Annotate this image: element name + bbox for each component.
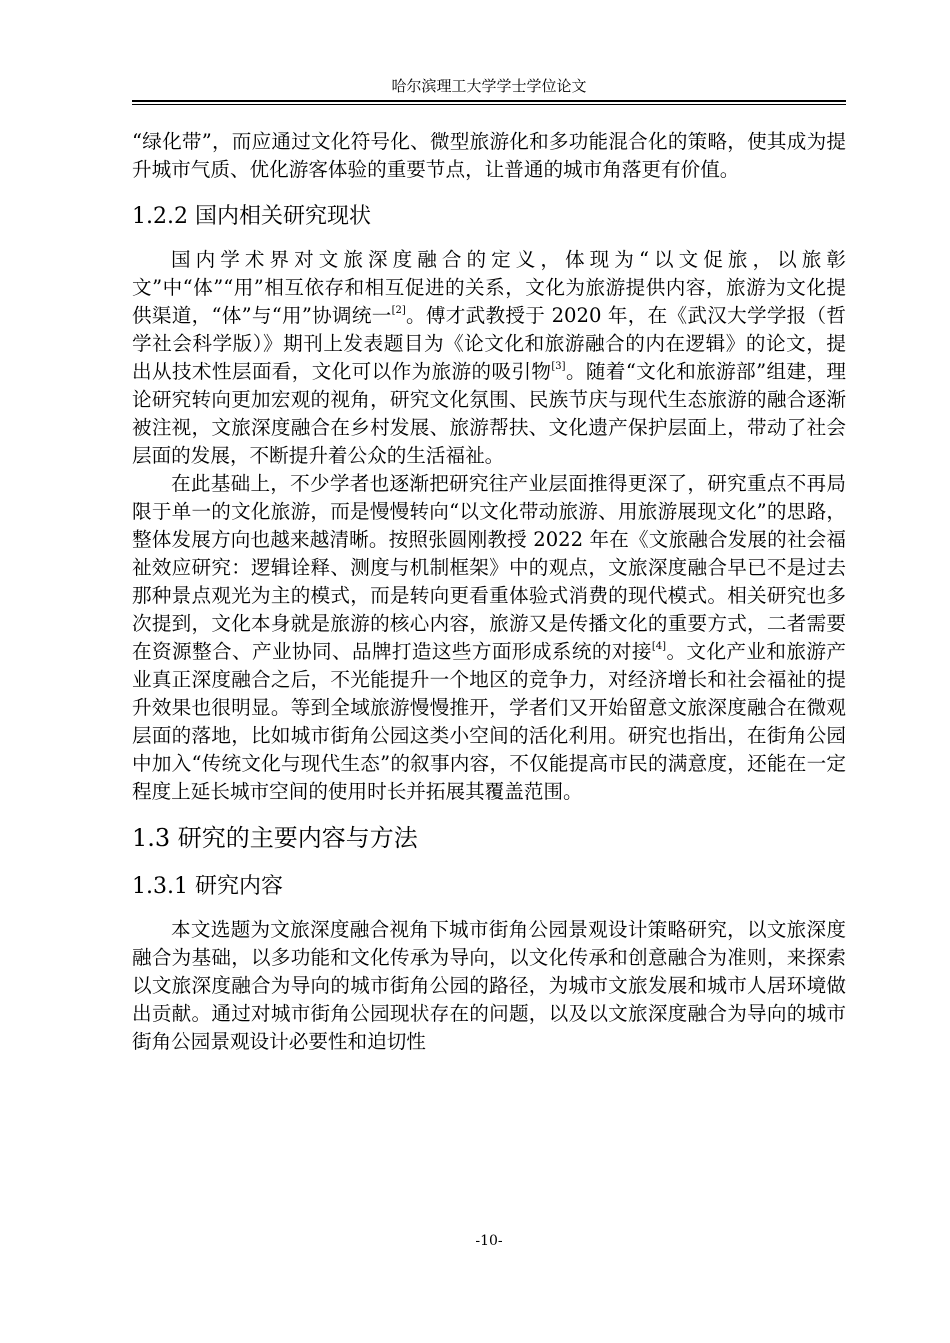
running-header: 哈尔滨理工大学学士学位论文: [391, 77, 587, 95]
paragraph-industry-research: [132, 470, 846, 806]
header-rule-thick: [132, 100, 846, 102]
section-heading-1-3-1: 1.3.1 研究内容: [132, 874, 283, 899]
paragraph-text: 。文化产业和旅游产业真正深度融合之后，不光能提升一个地区的竞争力，对经济增长和社会福祉的提升效果也很明显。等到全域旅游慢慢推开，学者们又开始留意文旅深度融合在微观层面的落地，比如城市街角公园这类小空间的活化利用。研究也指出，在街角公园中加入“传统文化与现代生态”的叙事内容，不仅能提高市民的满意度，还能在一定程度上延长城市空间的使用时长并拓展其覆盖范围。: [132, 640, 847, 803]
page-body: [132, 128, 846, 1056]
page-number: -10-: [475, 1233, 503, 1249]
paragraph-text: 。随着“文化和旅游部”组建，理论研究转向更加宏观的视角，研究文化氛围、民族节庆与现代生态旅游的融合逐渐被注视，文旅深度融合在乡村发展、旅游帮扶、文化遗产保护层面上，带动了社会层面的发展，不断提升着公众的生活福祉。: [132, 360, 846, 467]
paragraph-continued: “绿化带”，而应通过文化符号化、微型旅游化和多功能混合化的策略，使其成为提升城市气质、优化游客体验的重要节点，让普通的城市角落更有价值。: [132, 130, 846, 181]
paragraph-domestic-research: [132, 246, 846, 470]
paragraph-text: 。傅才武教授于 2020 年，在《武汉大学学报（哲学社会科学版）》期刊上发表题目为《论文化和旅游融合的内在逻辑》的论文，提出从技术性层面看，文化可以作为旅游的吸引物: [132, 304, 846, 383]
paragraph-text: 国内学术界对文旅深度融合的定义，体现为“以文促旅，以旅彰文”中“体”“用”相互依存和相互促进的关系，文化为旅游提供内容，旅游为文化提供渠道，“体”与“用”协调统一: [132, 248, 846, 327]
paragraph-research-content: 本文选题为文旅深度融合视角下城市街角公园景观设计策略研究，以文旅深度融合为基础，以多功能和文化传承为导向，以文化传承和创意融合为准则，来探索以文旅深度融合为导向的城市街角公园的路径，为城市文旅发展和城市人居环境做出贡献。通过对城市街角公园现状存在的问题，以及以文旅深度融合为导向的城市街角公园景观设计必要性和迫切性: [132, 918, 846, 1053]
citation-ref: [4]: [651, 641, 667, 652]
header-rule-thin: [132, 104, 846, 105]
section-heading-1-2-2: 1.2.2 国内相关研究现状: [132, 204, 371, 229]
citation-ref: [2]: [391, 305, 406, 316]
section-heading-1-3: 1.3 研究的主要内容与方法: [132, 824, 418, 852]
citation-ref: [3]: [551, 361, 566, 372]
paragraph-text: 在此基础上，不少学者也逐渐把研究往产业层面推得更深了，研究重点不再局限于单一的文化旅游，而是慢慢转向“以文化带动旅游、用旅游展现文化”的思路，整体发展方向也越来越清晰。按照张圆刚教授 2022 年在《文旅融合发展的社会福祉效应研究：逻辑诠释、测度与机制框架》中的观点，文旅深度融合早已不是过去那种景点观光为主的模式，而是转向更看重体验式消费的现代模式。相关研究也多次提到，文化本身就是旅游的核心内容，旅游又是传播文化的重要方式，二者需要在资源整合、产业协同、品牌打造这些方面形成系统的对接: [132, 472, 846, 663]
